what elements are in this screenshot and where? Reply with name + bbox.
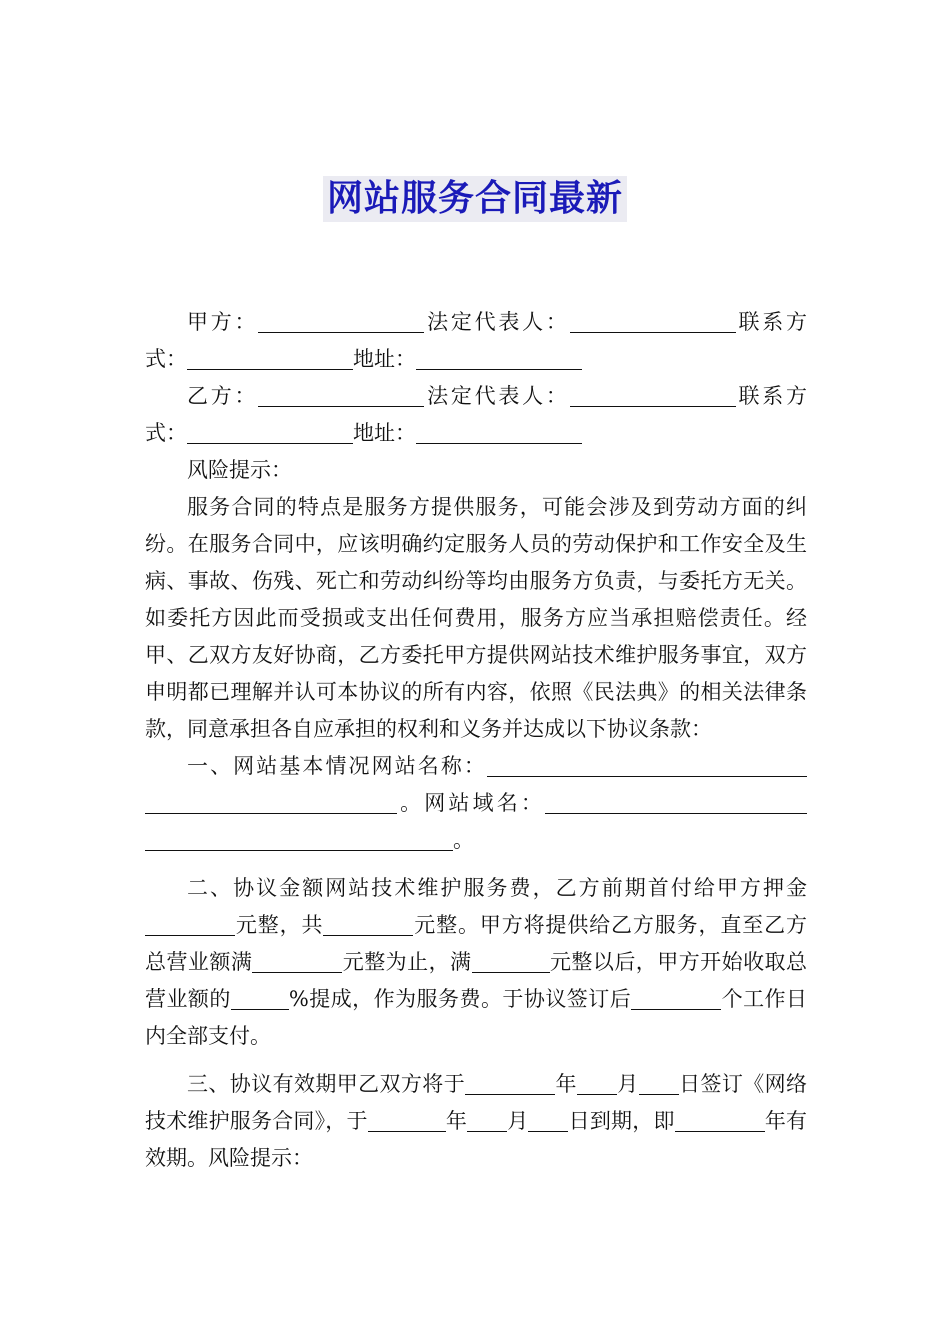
party-a-contact-blank — [187, 368, 353, 370]
party-b-name-blank — [258, 405, 424, 407]
section-3 — [145, 1066, 807, 1177]
payment-days-blank — [631, 1008, 721, 1010]
party-b-representative-label: 法定代表人： — [424, 384, 570, 408]
sign-month-label: 月 — [616, 1072, 639, 1096]
section-2-part-1: 二、协议金额网站技术维护服务费，乙方前期首付给甲方押金 — [187, 876, 807, 900]
section-3-part-4: 年有效期。风险提示： — [145, 1109, 808, 1170]
party-b-representative-blank — [570, 405, 736, 407]
section-2-part-4: 元整为止，满 — [342, 950, 472, 974]
party-b-address-label: 地址： — [353, 421, 416, 445]
section-1-part-3: 。 — [453, 828, 474, 852]
website-name-blank-continued — [145, 812, 397, 814]
party-b-contact-blank — [187, 442, 353, 444]
website-domain-blank-continued — [145, 849, 453, 851]
deposit-amount-blank — [145, 934, 235, 936]
section-1 — [145, 748, 807, 859]
risk-text: 服务合同的特点是服务方提供服务，可能会涉及到劳动方面的纠纷。在服务合同中，应该明确约定服务人员的劳动保护和工作安全及生病、事故、伤残、死亡和劳动纠纷等均由服务方负责，与委托方无关。如委托方因此而受损或支出任何费用，服务方应当承担赔偿责任。经甲、乙双方友好协商，乙方委托甲方提供网站技术维护服务事宜，双方申明都已理解并认可本协议的所有内容，依照《民法典》的相关法律条款，同意承担各自应承担的权利和义务并达成以下协议条款： — [145, 495, 807, 741]
document-title: 网站服务合同最新 — [323, 176, 627, 222]
website-name-blank — [487, 775, 807, 777]
revenue-after-blank — [472, 971, 550, 973]
valid-years-blank — [675, 1130, 765, 1132]
commission-percent-blank — [231, 1008, 289, 1010]
expire-month-label: 月 — [507, 1109, 529, 1133]
section-2-part-7: 个工作日内全部支付。 — [145, 987, 808, 1048]
party-a-representative-label: 法定代表人： — [424, 310, 570, 334]
section-2 — [145, 870, 807, 1055]
party-a-label: 甲方： — [187, 310, 259, 334]
revenue-threshold-blank — [252, 971, 342, 973]
expire-year-label: 年 — [445, 1109, 468, 1133]
expire-year-blank — [368, 1130, 446, 1132]
section-3-part-1: 三、协议有效期甲乙双方将于 — [187, 1072, 466, 1096]
website-domain-blank — [545, 812, 807, 814]
party-b-contact-label: 联系方式： — [145, 384, 808, 445]
section-3-part-3: 日到期，即 — [568, 1109, 675, 1133]
risk-heading: 风险提示： — [187, 458, 292, 482]
party-b-address-blank — [416, 442, 582, 444]
sign-month-blank — [577, 1093, 617, 1095]
section-2-part-2: 元整，共 — [235, 913, 324, 937]
section-1-part-1: 一、网站基本情况网站名称： — [187, 754, 487, 778]
party-a-address-blank — [416, 368, 582, 370]
expire-day-blank — [528, 1130, 568, 1132]
section-3-part-2: 日签订《网络技术维护服务合同》，于 — [145, 1072, 808, 1133]
document-title-block — [0, 176, 950, 222]
party-b-label: 乙方： — [187, 384, 259, 408]
party-a-contact-label: 联系方式： — [145, 310, 808, 371]
party-a-representative-blank — [570, 331, 736, 333]
section-2-part-5: 元整以后，甲方开始收取总营业额的 — [145, 950, 808, 1011]
document-body — [145, 304, 807, 1177]
total-amount-blank — [323, 934, 413, 936]
section-2-part-3: 元整。甲方将提供给乙方服务，直至乙方总营业额满 — [145, 913, 808, 974]
party-a-address-label: 地址： — [353, 347, 416, 371]
party-a-name-blank — [258, 331, 424, 333]
sign-day-blank — [639, 1093, 679, 1095]
expire-month-blank — [467, 1130, 507, 1132]
sign-year-blank — [465, 1093, 555, 1095]
party-b-paragraph — [145, 378, 807, 452]
sign-year-label: 年 — [555, 1072, 577, 1096]
section-1-part-2: 。网站域名： — [397, 791, 545, 815]
party-a-paragraph — [145, 304, 807, 378]
section-2-part-6: %提成，作为服务费。于协议签订后 — [288, 987, 632, 1011]
